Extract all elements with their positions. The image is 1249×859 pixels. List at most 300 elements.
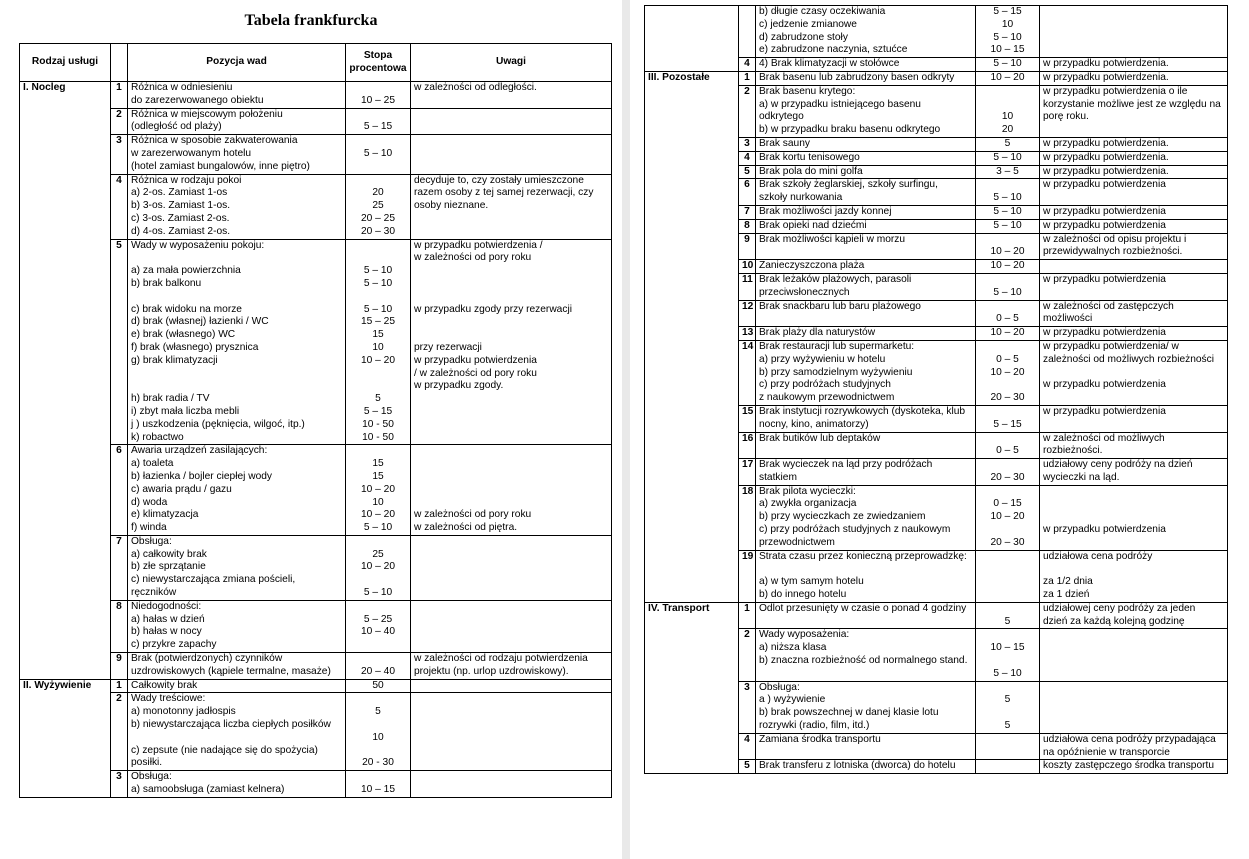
cell-line: b) długie czasy oczekiwania — [759, 6, 886, 17]
cell-line: b) brak balkonu — [131, 277, 202, 289]
item-percent — [976, 485, 1040, 550]
cell-line: d) zabrudzone stoły — [759, 31, 848, 43]
cell-line — [349, 693, 407, 706]
item-percent — [346, 600, 411, 652]
cell-line: 10 — [372, 496, 384, 508]
cell-line: Brak szkoły żeglarskiej, szkoły surfingu, — [759, 179, 938, 191]
item-percent — [346, 445, 411, 536]
item-description — [756, 85, 976, 137]
cell-line: 20 – 30 — [990, 471, 1025, 483]
cell-line: 5 – 15 — [993, 6, 1022, 17]
cell-line: 20 – 30 — [990, 536, 1025, 548]
item-percent — [346, 108, 411, 135]
cell-line: 5 — [375, 706, 381, 718]
header-service: Rodzaj usługi — [20, 44, 111, 82]
cell-line — [349, 745, 407, 758]
item-description — [128, 135, 346, 174]
item-notes — [411, 174, 612, 239]
cell-line: 20 — [1001, 124, 1014, 136]
cell-line: 20 – 30 — [361, 225, 395, 237]
cell-line: Różnica w rodzaju pokoi — [131, 174, 242, 186]
item-number: 8 — [111, 600, 128, 652]
item-notes — [411, 108, 612, 135]
cell-line: przewodnictwem — [759, 536, 835, 548]
cell-line: korzystanie możliwe jest ze względu na — [1043, 98, 1221, 110]
cell-line — [414, 471, 608, 484]
cell-line: w zależności od odległości. — [414, 82, 537, 93]
item-notes — [1040, 205, 1228, 219]
cell-line: b) przy samodzielnym wyżywieniu — [759, 366, 913, 378]
item-description — [756, 205, 976, 219]
cell-line: 5 – 10 — [993, 192, 1022, 204]
item-number: 1 — [739, 602, 756, 629]
cell-line: w przypadku potwierdzenia — [1043, 179, 1166, 191]
cell-line: 0 – 5 — [996, 353, 1019, 365]
cell-line — [979, 406, 1036, 419]
cell-line: osoby nieznane. — [414, 200, 489, 212]
cell-line — [349, 135, 407, 148]
item-number: 17 — [739, 459, 756, 486]
item-notes — [1040, 233, 1228, 260]
cell-line: przewidywalnych rozbieżności. — [1043, 246, 1183, 258]
cell-line: 20 – 40 — [361, 665, 395, 677]
cell-line: b) łazienka / bojler ciepłej wody — [131, 470, 272, 482]
item-notes — [1040, 151, 1228, 165]
item-description — [756, 405, 976, 432]
cell-line: 25 — [372, 548, 384, 560]
cell-line: Brak instytucji rozrywkowych (dyskoteka, klub — [759, 405, 966, 417]
cell-line — [414, 484, 608, 497]
cell-line: 5 – 10 — [363, 522, 393, 534]
cell-line: b) do innego hotelu — [759, 589, 847, 601]
cell-line: w zależności od opisu projektu i — [1043, 233, 1187, 245]
cell-line: a) hałas w dzień — [131, 613, 205, 625]
cell-line: w przypadku potwierdzenia — [1043, 273, 1166, 285]
cell-line: szkoły nurkowania — [759, 192, 843, 204]
cell-line: 10 — [1001, 18, 1014, 30]
cell-line: Brak transferu z lotniska (dworca) do hotelu — [759, 760, 956, 772]
cell-line — [414, 265, 608, 278]
cell-line: k) robactwo — [131, 431, 184, 443]
item-percent — [976, 733, 1040, 760]
item-percent — [976, 629, 1040, 681]
cell-line: decyduje to, czy zostały umieszczone — [414, 174, 584, 186]
cell-line: a) toaleta — [131, 458, 174, 470]
cell-line: f) winda — [131, 522, 167, 534]
cell-line — [979, 459, 1036, 472]
item-number: 2 — [739, 85, 756, 137]
cell-line — [979, 747, 1036, 760]
item-description — [756, 760, 976, 774]
item-notes — [411, 771, 612, 798]
item-notes — [411, 600, 612, 652]
cell-line — [1043, 419, 1224, 432]
cell-line — [349, 109, 407, 122]
item-percent — [346, 82, 411, 109]
frankfurt-table-right — [644, 5, 1228, 774]
item-notes — [411, 535, 612, 600]
cell-line — [979, 707, 1036, 720]
cell-line: h) brak radia / TV — [131, 393, 210, 405]
cell-line: Wady treściowe: — [131, 693, 206, 705]
item-number: 5 — [111, 239, 128, 445]
cell-line — [131, 380, 342, 393]
cell-line: 10 – 20 — [990, 366, 1025, 378]
cell-line — [349, 380, 407, 393]
cell-line: w przypadku zgody przy rezerwacji — [414, 303, 572, 315]
cell-line — [979, 524, 1036, 537]
cell-line: Brak pola do mini golfa — [759, 165, 863, 177]
cell-line: 10 – 20 — [990, 246, 1025, 258]
item-description — [128, 108, 346, 135]
cell-line: Brak basenu krytego: — [759, 85, 856, 97]
cell-line: Brak możliwości kąpieli w morzu — [759, 233, 906, 245]
item-number: 13 — [739, 327, 756, 341]
cell-line: w zależności od zastępczych — [1043, 300, 1174, 312]
cell-line: e) klimatyzacja — [131, 509, 199, 521]
cell-line: 5 — [375, 393, 381, 405]
cell-line: b) złe sprzątanie — [131, 561, 206, 573]
item-number: 4 — [739, 151, 756, 165]
item-number: 2 — [111, 108, 128, 135]
item-notes — [411, 239, 612, 445]
cell-line: 20 – 30 — [990, 392, 1025, 404]
item-percent — [976, 85, 1040, 137]
cell-line: zależności od możliwych rozbieżności — [1043, 353, 1214, 365]
item-number: 1 — [739, 71, 756, 85]
item-number: 15 — [739, 405, 756, 432]
table-header-row — [20, 44, 612, 82]
cell-line: Brak basenu lub zabrudzony basen odkryty — [759, 71, 955, 83]
cell-line: 15 — [372, 329, 384, 341]
cell-line: 5 – 10 — [363, 587, 393, 599]
cell-line: 5 – 15 — [363, 121, 393, 133]
category-transport: IV. Transport — [645, 602, 739, 773]
item-description — [756, 602, 976, 629]
cell-line: i) zbyt mała liczba mebli — [131, 405, 240, 417]
cell-line: a) za mała powierzchnia — [131, 265, 241, 277]
item-description — [756, 340, 976, 405]
cell-line: Brak snackbaru lub baru plażowego — [759, 300, 921, 312]
cell-line — [414, 291, 608, 304]
cell-line: nocny, kino, animatorzy) — [759, 418, 869, 430]
cell-line: dzień za każdą kolejną godzinę — [1043, 615, 1185, 627]
cell-line: Brak restauracji lub supermarketu: — [759, 340, 915, 352]
cell-line: a) w przypadku istniejącego basenu — [759, 98, 921, 110]
cell-line — [1043, 367, 1224, 380]
cell-line: 4) Brak klimatyzacji w stołówce — [759, 58, 900, 70]
item-notes — [1040, 165, 1228, 179]
cell-line: 10 – 20 — [361, 354, 395, 366]
item-description — [756, 6, 976, 58]
cell-line — [414, 406, 608, 419]
item-number: 19 — [739, 550, 756, 602]
cell-line: 10 – 20 — [361, 483, 395, 495]
cell-line — [979, 433, 1036, 446]
cell-line: 10 – 15 — [990, 642, 1025, 654]
cell-line: rozrywki (radio, film, itd.) — [759, 720, 870, 732]
cell-line — [979, 341, 1036, 354]
cell-line — [1043, 192, 1224, 205]
cell-line: 5 – 10 — [993, 286, 1022, 298]
cell-line: b) przy wycieczkach ze zwiedzaniem — [759, 511, 926, 523]
item-description — [128, 600, 346, 652]
cell-line — [979, 551, 1036, 564]
document-page-right — [630, 0, 1249, 859]
cell-line: 5 — [1004, 137, 1011, 149]
cell-line: c) zepsute (nie nadające się do spożycia) — [131, 744, 318, 756]
item-description — [756, 550, 976, 602]
cell-line: 5 – 10 — [363, 277, 393, 289]
cell-line — [979, 760, 1036, 773]
header-number — [111, 44, 128, 82]
cell-line: 0 – 5 — [996, 313, 1019, 325]
category-pozostale: III. Pozostałe — [645, 71, 739, 602]
cell-line — [979, 301, 1036, 314]
cell-line: w przypadku potwierdzenia. — [1043, 151, 1169, 163]
cell-line: Brak opieki nad dziećmi — [759, 219, 867, 231]
item-percent — [976, 58, 1040, 72]
cell-line: 10 — [372, 731, 384, 743]
cell-line: c) przykre zapachy — [131, 639, 217, 651]
cell-line — [414, 445, 608, 458]
cell-line — [759, 668, 972, 681]
cell-line: Brak sauny — [759, 137, 810, 149]
cell-line: j ) uszkodzenia (pęknięcia, wilgoć, itp.) — [131, 418, 305, 430]
item-percent — [976, 432, 1040, 459]
cell-line: z naukowym przewodnictwem — [759, 392, 895, 404]
item-number: 3 — [739, 681, 756, 733]
item-description — [128, 535, 346, 600]
item-number: 5 — [739, 165, 756, 179]
item-description — [128, 239, 346, 445]
cell-line: c) przy podróżach studyjnych — [759, 379, 891, 391]
item-number: 6 — [111, 445, 128, 536]
item-number: 8 — [739, 219, 756, 233]
item-number: 6 — [739, 179, 756, 206]
item-description — [128, 174, 346, 239]
item-description — [756, 233, 976, 260]
item-number: 4 — [739, 733, 756, 760]
cell-line: w przypadku potwierdzenia — [1043, 379, 1166, 391]
cell-line: e) brak (własnego) WC — [131, 329, 236, 341]
cell-line: koszty zastępczego środka transportu — [1043, 760, 1215, 772]
cell-line: c) niewystarczająca zmiana pościeli, — [131, 574, 296, 586]
cell-line — [414, 316, 608, 329]
cell-line: a) samoobsługa (zamiast kelnera) — [131, 784, 285, 796]
cell-line — [349, 601, 407, 614]
cell-line — [414, 419, 608, 432]
cell-line — [1043, 124, 1224, 137]
cell-line: Różnica w sposobie zakwaterowania — [131, 135, 298, 147]
cell-line: w przypadku potwierdzenia — [1043, 205, 1166, 217]
item-notes — [1040, 327, 1228, 341]
cell-line: w przypadku potwierdzenia — [1043, 219, 1166, 231]
item-percent — [976, 550, 1040, 602]
cell-line — [349, 771, 407, 784]
cell-line: 5 – 10 — [363, 303, 393, 315]
cell-line: (odległość od plaży) — [131, 121, 222, 133]
item-percent — [346, 693, 411, 771]
item-notes — [1040, 681, 1228, 733]
cell-line — [349, 252, 407, 265]
cell-line — [349, 368, 407, 381]
cell-line — [349, 240, 407, 253]
cell-line — [979, 234, 1036, 247]
item-percent — [976, 219, 1040, 233]
cell-line: a) całkowity brak — [131, 548, 207, 560]
cell-line: przeciwsłonecznych — [759, 286, 850, 298]
cell-line: uzdrowiskowych (kąpiele termalne, masaże) — [131, 665, 331, 677]
cell-line: 10 - 50 — [362, 418, 394, 430]
cell-line: ręczników — [131, 587, 177, 599]
cell-line: 0 – 15 — [993, 498, 1022, 510]
item-number: 3 — [739, 137, 756, 151]
cell-line: Brak kortu tenisowego — [759, 151, 860, 163]
item-description — [128, 693, 346, 771]
item-number: 3 — [111, 771, 128, 798]
cell-line: w zależności od możliwych — [1043, 432, 1165, 444]
cell-line — [414, 432, 608, 445]
cell-line: projektu (np. urlop uzdrowiskowy). — [414, 665, 569, 677]
cell-line: w przypadku potwierdzenia. — [1043, 71, 1169, 83]
item-percent — [346, 135, 411, 174]
cell-line — [131, 291, 342, 304]
cell-line: za 1 dzień — [1043, 589, 1090, 601]
cell-line — [414, 497, 608, 510]
item-percent — [976, 300, 1040, 327]
cell-line: w zależności od rodzaju potwierdzenia — [414, 653, 588, 665]
item-percent — [976, 137, 1040, 151]
cell-line — [979, 576, 1036, 589]
item-notes — [411, 135, 612, 174]
item-percent — [346, 771, 411, 798]
cell-line — [349, 719, 407, 732]
cell-line: 10 — [372, 341, 384, 353]
cell-line: a) monotonny jadłospis — [131, 706, 236, 718]
cell-line — [414, 226, 608, 239]
item-notes — [1040, 137, 1228, 151]
cell-line: posiłki. — [131, 757, 163, 769]
cell-line: Brak wycieczek na ląd przy podróżach — [759, 459, 933, 471]
item-percent — [976, 760, 1040, 774]
cell-line: Zanieczyszczona plaża — [759, 260, 865, 272]
cell-line: w przypadku potwierdzenia. — [1043, 137, 1169, 149]
item-percent — [346, 679, 411, 693]
cell-line: przy rezerwacji — [414, 341, 482, 353]
cell-line — [414, 213, 608, 226]
cell-line: c) 3-os. Zamiast 2-os. — [131, 212, 230, 224]
cell-line: Całkowity brak — [131, 679, 198, 691]
item-percent — [976, 327, 1040, 341]
cell-line: w przypadku zgody. — [414, 380, 504, 392]
cell-line: 10 – 25 — [361, 94, 395, 106]
cell-line — [1043, 498, 1224, 511]
cell-line — [1043, 486, 1224, 499]
item-number: 9 — [739, 233, 756, 260]
item-notes — [1040, 260, 1228, 274]
cell-line: 5 – 10 — [363, 265, 393, 277]
item-number: 14 — [739, 340, 756, 405]
cell-line — [979, 563, 1036, 576]
cell-line — [759, 313, 972, 326]
item-number: 12 — [739, 300, 756, 327]
item-percent — [976, 273, 1040, 300]
item-notes — [1040, 733, 1228, 760]
cell-line: w przypadku potwierdzenia. — [1043, 58, 1169, 70]
cell-line: 10 – 20 — [990, 511, 1025, 523]
cell-line: 10 – 20 — [990, 327, 1025, 339]
item-notes — [1040, 485, 1228, 550]
cell-line: 20 - 30 — [362, 757, 394, 769]
cell-line — [131, 368, 342, 381]
cell-line — [1043, 287, 1224, 300]
item-notes — [1040, 432, 1228, 459]
cell-line: b) 3-os. Zamiast 1-os. — [131, 200, 231, 212]
item-description — [756, 327, 976, 341]
cell-line — [979, 86, 1036, 99]
item-description — [128, 679, 346, 693]
item-notes — [1040, 459, 1228, 486]
item-number: 7 — [111, 535, 128, 600]
cell-line: 5 — [1004, 694, 1011, 706]
item-percent — [976, 233, 1040, 260]
item-percent — [346, 174, 411, 239]
cell-line: 5 – 10 — [993, 31, 1022, 43]
cell-line — [1043, 511, 1224, 524]
cell-line: porę roku. — [1043, 111, 1089, 123]
item-number: 9 — [111, 653, 128, 680]
cell-line: c) brak widoku na morze — [131, 303, 242, 315]
cell-line: 10 – 20 — [990, 260, 1025, 272]
item-percent — [976, 165, 1040, 179]
cell-line — [349, 536, 407, 549]
cell-line: w przypadku potwierdzenia — [1043, 524, 1166, 536]
cell-line: 5 – 25 — [363, 613, 393, 625]
item-number: 5 — [739, 760, 756, 774]
cell-line: 5 – 15 — [993, 418, 1022, 430]
cell-line: 20 – 25 — [361, 212, 395, 224]
cell-line: a) przy wyżywieniu w hotelu — [759, 353, 886, 365]
cell-line: Brak plaży dla naturystów — [759, 327, 876, 339]
cell-line — [979, 486, 1036, 499]
cell-line: d) 4-os. Zamiast 2-os. — [131, 225, 231, 237]
cell-line: Obsługa: — [759, 681, 800, 693]
cell-line — [979, 589, 1036, 602]
cell-line: rozbieżności. — [1043, 445, 1103, 457]
cell-line: w przypadku potwierdzenia / — [414, 239, 543, 251]
header-position: Pozycja wad — [128, 44, 346, 82]
cell-line — [349, 291, 407, 304]
item-notes — [1040, 629, 1228, 681]
cell-line: 15 — [372, 458, 384, 470]
item-description — [756, 432, 976, 459]
cell-line: w przypadku potwierdzenia o ile — [1043, 85, 1188, 97]
cell-line: b) hałas w nocy — [131, 626, 202, 638]
cell-line — [759, 616, 972, 629]
cell-line — [349, 175, 407, 188]
cell-line: do zarezerwowanego obiektu — [131, 94, 264, 106]
cell-line — [979, 603, 1036, 616]
cell-line: 10 – 20 — [361, 561, 395, 573]
item-number: 1 — [111, 679, 128, 693]
category-nocleg: I. Nocleg — [20, 82, 111, 680]
cell-line: w zależności od piętra. — [414, 522, 518, 534]
cell-line — [979, 655, 1036, 668]
cell-line: 5 – 10 — [993, 219, 1022, 231]
cell-line — [414, 393, 608, 406]
cell-line: 10 – 40 — [361, 626, 395, 638]
